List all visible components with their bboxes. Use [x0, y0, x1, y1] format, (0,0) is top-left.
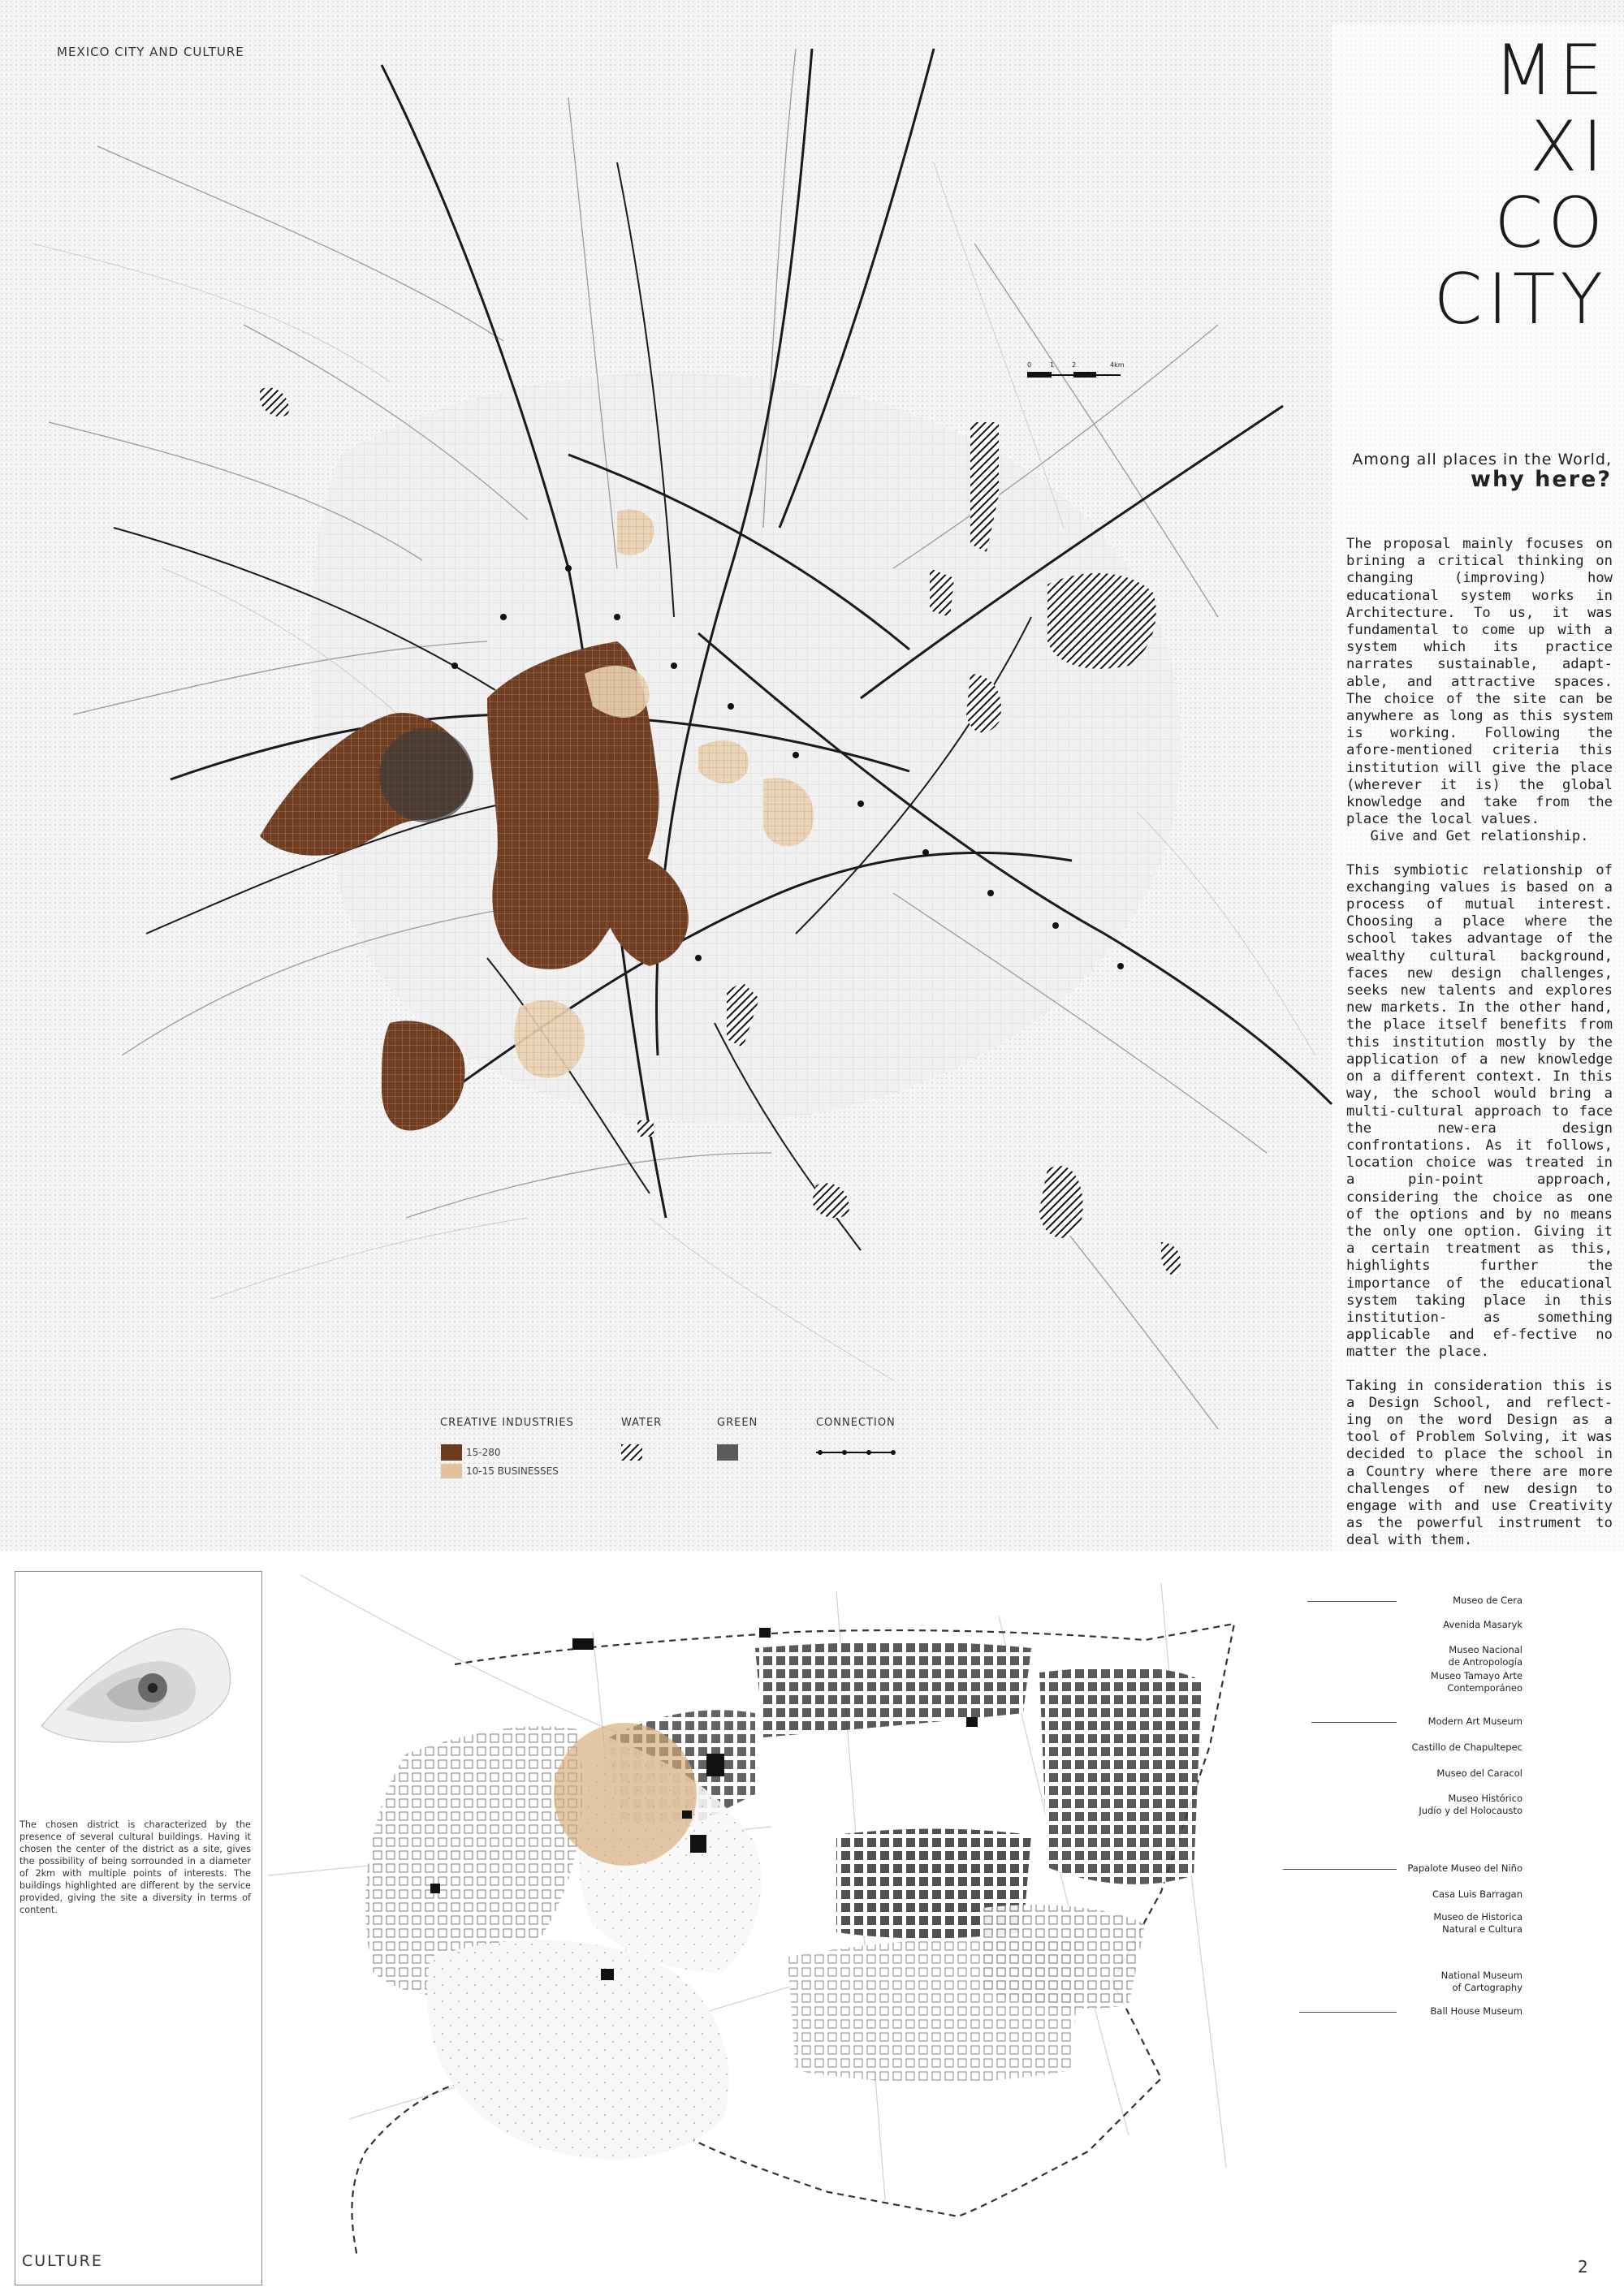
legend-connection: CONNECTION — [816, 1417, 896, 1429]
museum-label-13: Ball House Museum — [1430, 2005, 1522, 2017]
title-line-3: CO — [1494, 183, 1608, 264]
culture-label: CULTURE — [22, 2252, 103, 2270]
museum-leader-9 — [1283, 1869, 1397, 1870]
legend-creative-low: 10-15 BUSINESSES — [466, 1465, 559, 1477]
culture-panel — [15, 1571, 262, 2285]
legend-creative-high: 15-280 — [466, 1447, 501, 1458]
scale-tick-4km: 4km — [1110, 361, 1125, 369]
header-title: MEXICO CITY AND CULTURE — [57, 45, 244, 59]
title-line-1: ME — [1493, 30, 1608, 111]
scale-tick-2: 2 — [1072, 361, 1077, 369]
museum-label-8: Museo Histórico Judío y del Holocausto — [1419, 1793, 1522, 1816]
page-number: 2 — [1578, 2257, 1588, 2277]
scale-tick-0: 0 — [1027, 361, 1032, 369]
paragraph-1: The proposal mainly focuses on brining a critical thinking on changing (improving) how educational system works in Architecture. To us, it was fundamental to come up with a system which its practice narrates sustainable, adapt-able, and attractive spaces. The choice of the site can be anywhere as long as this system is working. Following the afore-mentioned criteria this institution will give the place (wherever it is) the global knowledge and take from the place the local values. Give and Get relationship. — [1346, 536, 1613, 845]
legend — [438, 1417, 926, 1482]
culture-description: The chosen district is characterized by the presence of several cultural buildings. Having it chosen the center of the district as a site, gives the possibility of being sorrounded in a diameter of 2km with multiple points of interests. The buildings highlighted are different by the service provided, giving the site a diversity in terms of content. — [19, 1819, 251, 1915]
legend-water: WATER — [621, 1417, 663, 1429]
museum-leader-1 — [1307, 1601, 1397, 1602]
scale-tick-1: 1 — [1050, 361, 1055, 369]
museum-label-11: Museo de Historica Natural e Cultura — [1433, 1911, 1522, 1935]
paragraph-3: Taking in consideration this is a Design School, and reflect-ing on the word Design as a tool of Problem Solving, it was decided to place the school in a Country where there are more challenges of new design to engage with and use Creativity as the powerful instrument to deal with them. — [1346, 1377, 1613, 1549]
museum-leader-5 — [1311, 1722, 1397, 1723]
why-line-1: Among all places in the World, — [1352, 451, 1612, 468]
legend-creative-title: CREATIVE INDUSTRIES — [440, 1417, 574, 1429]
title-line-4: CITY — [1433, 259, 1608, 340]
site-marker — [379, 728, 473, 822]
museum-label-5: Modern Art Museum — [1427, 1716, 1522, 1727]
museum-label-6: Castillo de Chapultepec — [1411, 1741, 1522, 1753]
museum-label-7: Museo del Caracol — [1436, 1767, 1522, 1779]
culture-inset-map — [33, 1604, 244, 1750]
museum-label-4: Museo Tamayo Arte Contemporáneo — [1430, 1670, 1522, 1694]
scale-bar — [1027, 361, 1125, 386]
museum-label-10: Casa Luis Barragan — [1432, 1888, 1522, 1900]
body-text — [1346, 536, 1613, 1566]
page-title — [1372, 32, 1608, 338]
museum-label-12: National Museum of Cartography — [1440, 1970, 1522, 1993]
museum-label-1: Museo de Cera — [1453, 1595, 1522, 1606]
museum-label-2: Avenida Masaryk — [1443, 1619, 1522, 1630]
museum-label-3: Museo Nacional de Antropología — [1448, 1644, 1522, 1668]
why-line-2: why here? — [1471, 467, 1612, 492]
title-line-2: XI — [1529, 106, 1608, 188]
legend-green: GREEN — [717, 1417, 758, 1429]
museum-label-9: Papalote Museo del Niño — [1407, 1862, 1522, 1874]
site-circle — [554, 1723, 697, 1866]
paragraph-2: This symbiotic relationship of exchanging values is based on a process of mutual interest. Choosing a place where the school takes advantage of the wealthy cultural background, faces new design challenges, seeks new talents and explores new markets. In the other hand, the place itself benefits from this institution mostly by the application of a new knowledge on a different context. In this way, the school would bring a multi-cultural approach to face the new-era design confrontations. As it follows, location choice was treated in a pin-point approach, considering the choice as one of the options and by no means the only one option. Giving it a certain treatment as this, highlights further the importance of the educational system taking place in this institution- as something applicable and ef-fective no matter the place. — [1346, 861, 1613, 1361]
museum-leader-13 — [1299, 2012, 1397, 2013]
district-map — [268, 1551, 1470, 2273]
why-heading — [1348, 451, 1612, 491]
